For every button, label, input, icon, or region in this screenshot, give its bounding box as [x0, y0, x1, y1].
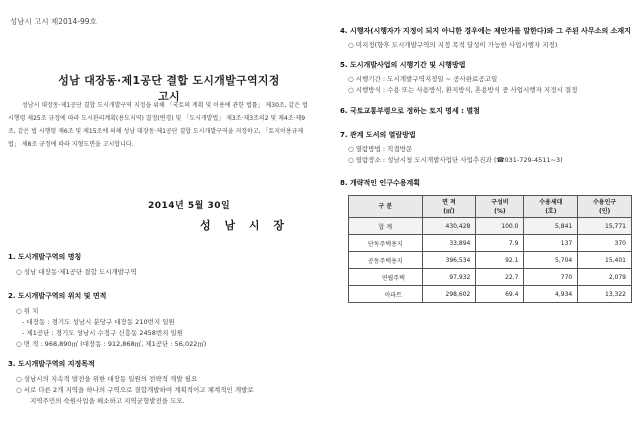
table-cell-population: 370: [578, 235, 632, 252]
table-row: [349, 269, 632, 286]
section-heading: 8. 개략적인 인구수용계획: [340, 179, 421, 187]
section-zone-name: [8, 252, 308, 278]
notice-title: 성남 대장동·제1공단 결합 도시개발구역지정 고시: [58, 74, 280, 103]
section-heading: 3. 도시개발구역의 지정목적: [8, 360, 95, 368]
table-cell-area: 298,602: [422, 286, 476, 303]
table-row: [349, 252, 632, 269]
section-heading: 7. 관계 도서의 열람방법: [340, 131, 416, 139]
table-cell-households: 5,841: [524, 218, 578, 235]
table-cell-population: 15,401: [578, 252, 632, 269]
section-heading: 5. 도시개발사업의 시행기간 및 시행방법: [340, 61, 466, 69]
table-row: [349, 286, 632, 303]
section-line: 지역주민의 숙원사업을 해소하고 지역균형발전을 도모.: [30, 397, 185, 405]
right-column: [340, 6, 636, 432]
section-heading: 2. 도시개발구역의 위치 및 면적: [8, 292, 107, 300]
section-line: ○ 열람장소 : 성남시청 도시개발사업단 사업추진과 (☎031-729-4511~3): [348, 156, 563, 164]
table-cell-households: 137: [524, 235, 578, 252]
section-line: ○ 서로 다른 2개 지역을 하나의 구역으로 결합개발하여 계획적이고 체계적인 개발로: [16, 386, 254, 394]
table-cell-households: 770: [524, 269, 578, 286]
section-line: ○ 위 치: [16, 307, 39, 315]
section-heading: 4. 시행자(시행자가 지정이 되지 아니한 경우에는 제안자를 말한다)와 그 주된 사무소의 소재지: [340, 27, 631, 35]
section-line: - 대장동 : 경기도 성남시 분당구 대장동 210번지 일원: [22, 318, 175, 326]
section-zone-purpose: [8, 359, 308, 407]
table-cell-area: 396,534: [422, 252, 476, 269]
notice-date: 2014년 5월 30일: [148, 201, 231, 211]
section-period-method: [340, 60, 636, 96]
notice-body-paragraph: 성남시 대장동·제1공단 결합 도시개발구역 지정을 위해 「국토의 계획 및 이용에 관한 법률」 제30조, 같은 법 시행령 제25조 규정에 따라 도시관리계획(용도지역) 결정(변경) 및 「도시개발법」 제3조·제3조의2 및 제4조·제9조, 같은 법 시행령 제6조 및 제15조에 의해 성남 대장동·제1공단 결합 도시개발구역을 지정하고, 「토지이용규제법」 제8조 규정에 따라 지형도면을 고시합니다.: [8, 102, 308, 148]
table-header-cell: 수용인구 (인): [578, 196, 632, 218]
issuing-authority: 성 남 시 장: [200, 219, 289, 232]
table-cell-category: 아파트: [349, 286, 423, 303]
section-heading: 6. 국토교통부령으로 정하는 토지 명세 : 별첨: [340, 107, 480, 115]
section-zone-location: [8, 291, 308, 350]
table-cell-population: 13,322: [578, 286, 632, 303]
table-cell-ratio: 100.0: [476, 218, 524, 235]
table-cell-population: 15,771: [578, 218, 632, 235]
table-cell-ratio: 22.7: [476, 269, 524, 286]
table-cell-category: 단독주택용지: [349, 235, 423, 252]
section-heading: 1. 도시개발구역의 명칭: [8, 253, 82, 261]
notice-number: 성남시 고시 제2014-99호: [10, 17, 97, 26]
table-header-cell: 구 분: [349, 196, 423, 218]
table-row: [349, 235, 632, 252]
table-cell-area: 97,932: [422, 269, 476, 286]
section-line: ○ 시행기간 : 도시개발구역지정일 ~ 공사완료공고일: [348, 75, 498, 83]
table-header-cell: 구성비 (%): [476, 196, 524, 218]
table-cell-category: 공동주택용지: [349, 252, 423, 269]
table-header-cell: 면 적 (㎡): [422, 196, 476, 218]
table-cell-ratio: 92.1: [476, 252, 524, 269]
section-land-details: [340, 106, 636, 120]
section-line: ○ 성남시의 지속적 발전을 위한 대장동 일원의 전략적 개발 필요: [16, 375, 198, 383]
table-cell-ratio: 69.4: [476, 286, 524, 303]
section-population-plan: [340, 178, 636, 192]
section-line: ○ 성남 대장동·제1공단 결합 도시개발구역: [16, 268, 137, 276]
table-header-row: [349, 196, 632, 218]
population-plan-table: [348, 195, 632, 303]
section-line: ○ 열람방법 : 직접방문: [348, 145, 413, 153]
section-viewing-method: [340, 130, 636, 166]
left-column: [8, 6, 318, 432]
table-cell-households: 5,704: [524, 252, 578, 269]
table-cell-category: 합 계: [349, 218, 423, 235]
table-cell-ratio: 7.9: [476, 235, 524, 252]
table-cell-population: 2,079: [578, 269, 632, 286]
table-cell-households: 4,934: [524, 286, 578, 303]
section-line: ○ 시행방식 : 수용 또는 사용방식, 환지방식, 혼용방식 중 사업시행자 지정시 결정: [348, 86, 578, 94]
section-line: - 제1공단 : 경기도 성남시 수정구 신흥동 2458번지 일원: [22, 329, 184, 337]
table-cell-category: 연립주택: [349, 269, 423, 286]
table-header-cell: 수용세대 (호): [524, 196, 578, 218]
table-cell-area: 33,894: [422, 235, 476, 252]
table-cell-area: 430,428: [422, 218, 476, 235]
section-line: ○ 면 적 : 968,890㎡ (대장동 : 912,868㎡, 제1공단 : 56,022㎡): [16, 340, 207, 348]
section-line: ○ 미지정(향후 도시개발구역의 지정 목적 달성이 가능한 사업시행자 지정): [348, 41, 558, 49]
table-row: [349, 218, 632, 235]
notice-body: [8, 99, 308, 151]
section-implementer: [340, 26, 636, 51]
